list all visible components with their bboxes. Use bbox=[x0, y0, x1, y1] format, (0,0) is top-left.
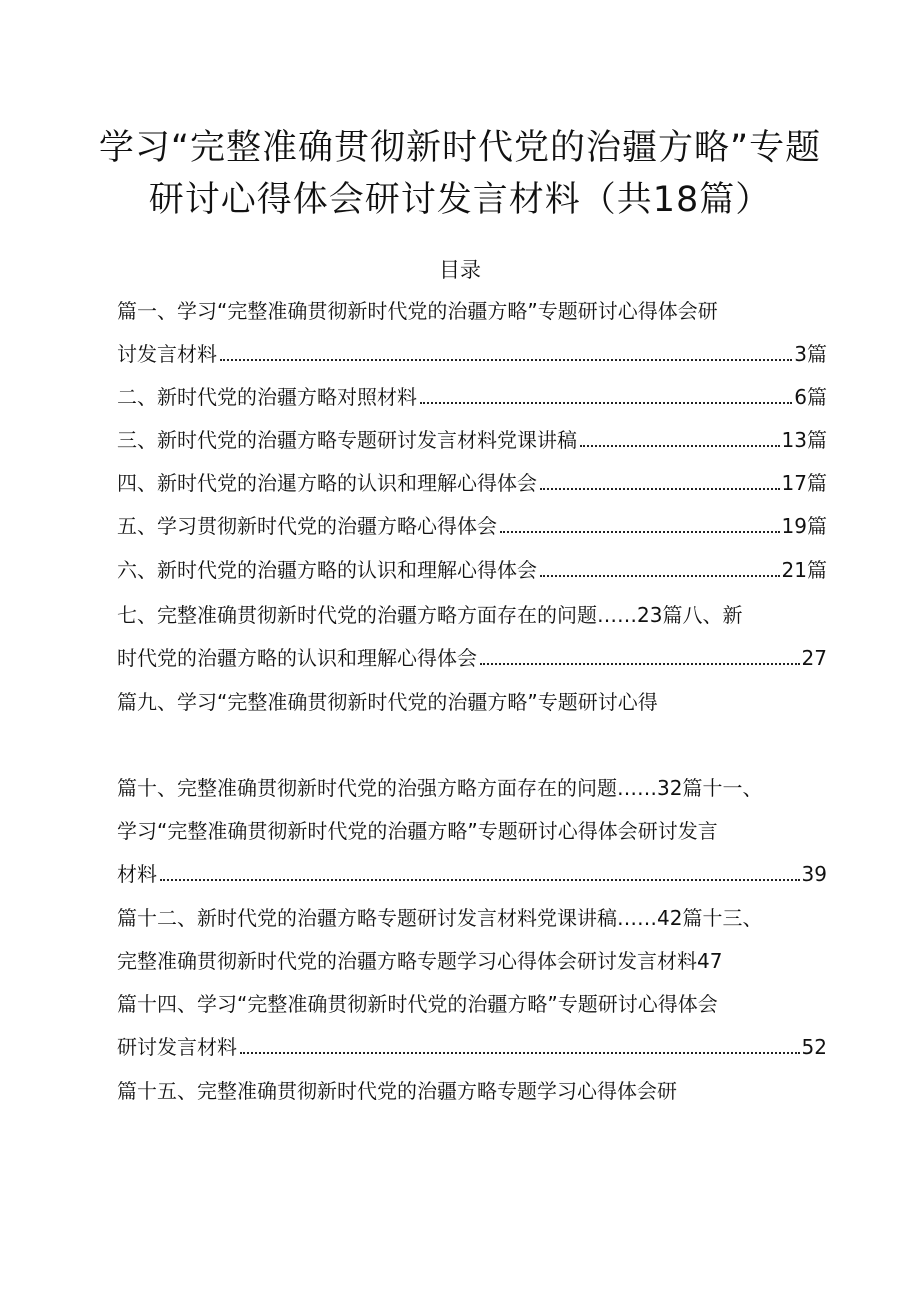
dot-leader bbox=[220, 359, 792, 361]
toc-line[interactable]: 篇十、完整准确贯彻新时代党的治强方略方面存在的问题……32篇十一、 bbox=[117, 776, 763, 800]
toc-line[interactable]: 二、新时代党的治疆方略对照材料 6篇 bbox=[117, 382, 827, 412]
title-line-2: 研讨心得体会研讨发言材料（共18篇） bbox=[148, 180, 772, 220]
dot-leader bbox=[540, 575, 780, 577]
page-number: 21篇 bbox=[781, 558, 827, 582]
page-number: 6篇 bbox=[794, 385, 827, 409]
toc-line[interactable]: 篇一、学习“完整准确贯彻新时代党的治疆方略”专题研讨心得体会研 bbox=[117, 299, 718, 323]
dot-leader bbox=[480, 663, 800, 665]
dot-leader bbox=[500, 531, 780, 533]
toc-line[interactable]: 研讨发言材料 52 bbox=[117, 1032, 827, 1062]
page-number: 52 bbox=[801, 1035, 827, 1059]
toc-line[interactable]: 三、新时代党的治疆方略专题研讨发言材料党课讲稿 13篇 bbox=[117, 425, 827, 455]
toc-line[interactable]: 篇十二、新时代党的治疆方略专题研讨发言材料党课讲稿……42篇十三、 bbox=[117, 906, 763, 930]
page-number: 19篇 bbox=[781, 514, 827, 538]
toc-heading: 目录 bbox=[439, 258, 481, 282]
dot-leader bbox=[420, 402, 792, 404]
title-line-1: 学习“完整准确贯彻新时代党的治疆方略”专题 bbox=[98, 128, 822, 168]
page-number: 13篇 bbox=[781, 428, 827, 452]
dot-leader bbox=[580, 445, 780, 447]
page-number: 17篇 bbox=[781, 471, 827, 495]
toc-line[interactable]: 篇九、学习“完整准确贯彻新时代党的治疆方略”专题研讨心得 bbox=[117, 690, 658, 714]
toc-line[interactable]: 篇十五、完整准确贯彻新时代党的治疆方略专题学习心得体会研 bbox=[117, 1079, 677, 1103]
page-number: 3篇 bbox=[794, 342, 827, 366]
toc-line[interactable]: 时代党的治疆方略的认识和理解心得体会 27 bbox=[117, 643, 827, 673]
toc-line[interactable]: 材料 39 bbox=[117, 859, 827, 889]
toc-line[interactable]: 篇十四、学习“完整准确贯彻新时代党的治疆方略”专题研讨心得体会 bbox=[117, 992, 718, 1016]
toc-line[interactable]: 完整准确贯彻新时代党的治疆方略专题学习心得体会研讨发言材料47 bbox=[117, 949, 723, 973]
dot-leader bbox=[160, 879, 800, 881]
toc-line[interactable]: 五、学习贯彻新时代党的治疆方略心得体会 19篇 bbox=[117, 511, 827, 541]
toc-line[interactable]: 四、新时代党的治暹方略的认识和理解心得体会 17篇 bbox=[117, 468, 827, 498]
dot-leader bbox=[540, 488, 780, 490]
toc-line[interactable]: 六、新时代党的治疆方略的认识和理解心得体会 21篇 bbox=[117, 555, 827, 585]
toc-line[interactable]: 讨发言材料 3篇 bbox=[117, 339, 827, 369]
page-number: 39 bbox=[801, 862, 827, 886]
toc-line[interactable]: 七、完整准确贯彻新时代党的治疆方略方面存在的问题……23篇八、新 bbox=[117, 603, 743, 627]
dot-leader bbox=[240, 1052, 800, 1054]
page-number: 27 bbox=[801, 646, 827, 670]
toc-line[interactable]: 学习“完整准确贯彻新时代党的治疆方略”专题研讨心得体会研讨发言 bbox=[117, 819, 718, 843]
